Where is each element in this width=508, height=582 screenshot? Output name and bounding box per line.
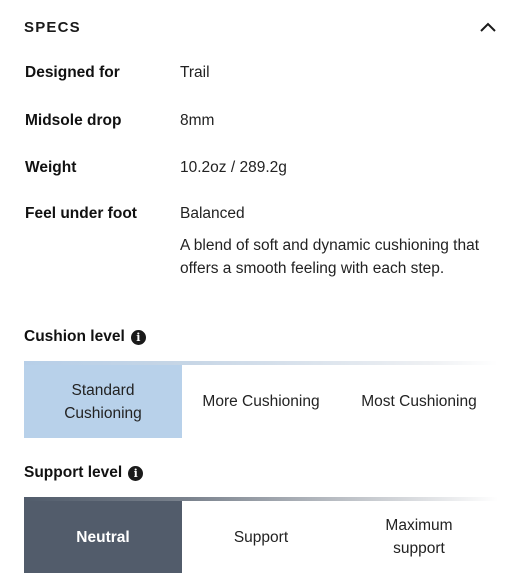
- chevron-up-icon[interactable]: [478, 17, 498, 37]
- spec-value: Balanced: [180, 205, 245, 222]
- support-option-label: Neutral: [76, 528, 130, 546]
- cushion-option-label: Standard Cushioning: [64, 381, 142, 422]
- info-icon[interactable]: i: [128, 466, 143, 481]
- spec-value: 10.2oz / 289.2g: [180, 159, 287, 176]
- cushion-option-most[interactable]: [340, 365, 498, 438]
- support-level-label: [24, 464, 143, 482]
- specs-header[interactable]: [24, 14, 498, 40]
- support-option-label: Support: [233, 528, 289, 546]
- cushion-option-label: More Cushioning: [202, 393, 320, 410]
- support-option-maximum[interactable]: [340, 501, 498, 573]
- spec-label: Feel under foot: [25, 205, 137, 222]
- support-level-text: Support level: [24, 464, 123, 481]
- spec-value: 8mm: [180, 112, 215, 129]
- spec-value: Trail: [180, 64, 210, 81]
- spec-row-designed-for: [25, 62, 210, 84]
- spec-label: Designed for: [25, 64, 120, 81]
- spec-row-weight: [25, 157, 287, 179]
- feel-description: A blend of soft and dynamic cushioning that offers a smooth feeling with each step.: [180, 237, 480, 277]
- cushion-option-more[interactable]: [182, 365, 340, 438]
- info-icon[interactable]: i: [131, 330, 146, 345]
- spec-row-midsole-drop: [25, 110, 214, 132]
- spec-label: Weight: [25, 159, 77, 176]
- support-option-label: Maximum support: [385, 517, 453, 557]
- spec-row-feel-under-foot: [25, 203, 245, 225]
- cushion-option-standard[interactable]: [24, 365, 182, 438]
- section-title: SPECS: [24, 18, 81, 36]
- spec-label: Midsole drop: [25, 112, 122, 129]
- cushion-option-label: Most Cushioning: [361, 393, 477, 410]
- cushion-level-label: [24, 328, 146, 346]
- support-option-neutral[interactable]: [24, 501, 182, 573]
- support-option-support[interactable]: [182, 501, 340, 573]
- cushion-level-text: Cushion level: [24, 328, 125, 345]
